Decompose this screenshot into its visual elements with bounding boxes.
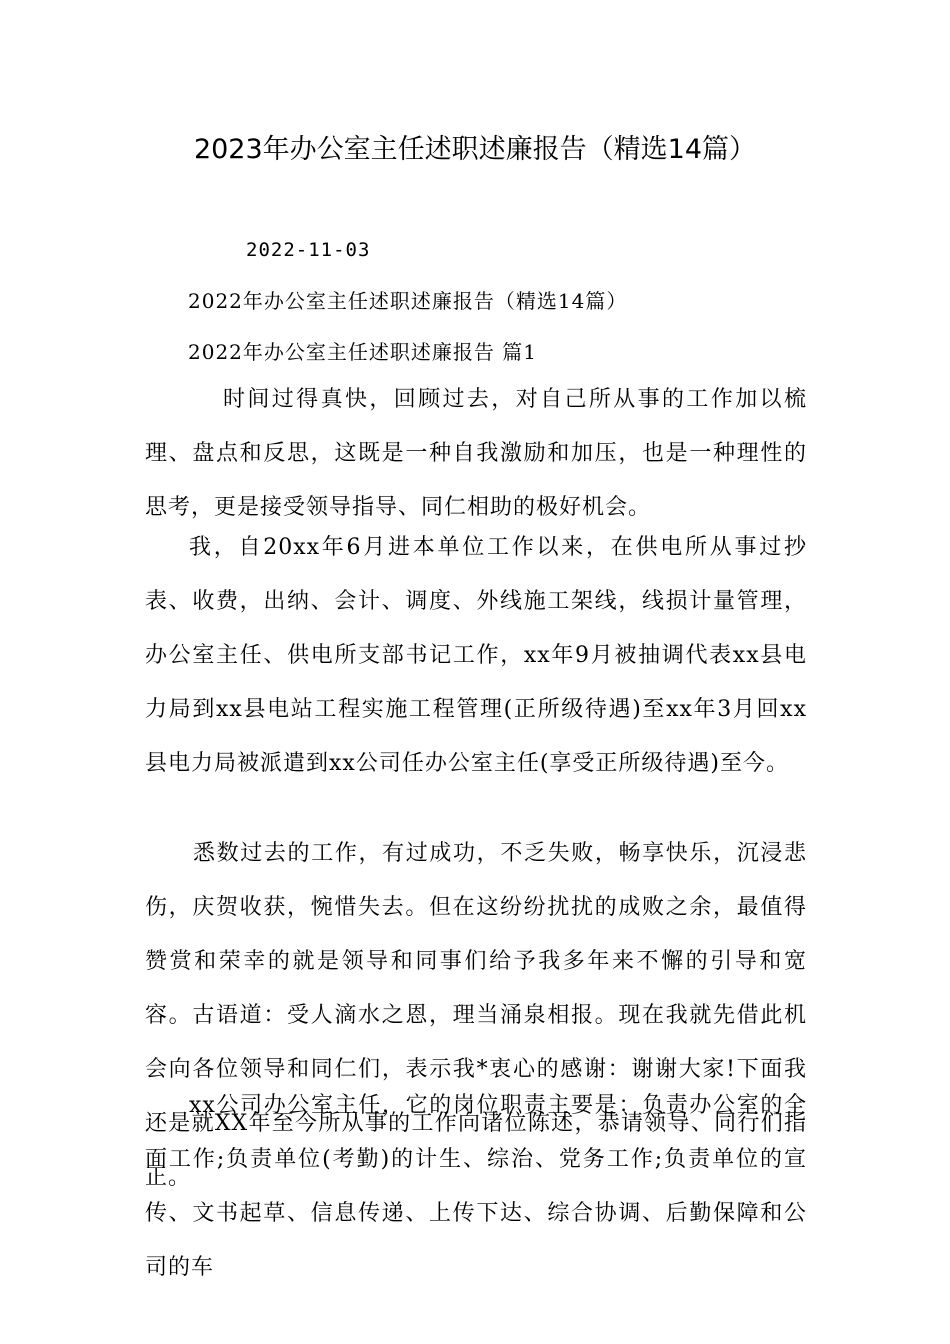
document-subtitle: 2022年办公室主任述职述廉报告（精选14篇）: [188, 289, 628, 313]
body-paragraph: 悉数过去的工作，有过成功，不乏失败，畅享快乐，沉浸悲伤，庆贺收获，惋惜失去。但在这纷纷扰扰的成败之余，最值得赞赏和荣幸的就是领导和同事们给予我多年来不懈的引导和宽容。古语道：受人滴水之恩，理当涌泉相报。现在我就先借此机会向各位领导和同仁们，表示我*衷心的感谢：谢谢大家!下面我还是就XX年至今所从事的工作向诸位陈述，恭请领导、同行们指正。: [145, 841, 807, 1190]
section-heading: 2022年办公室主任述职述廉报告 篇1: [188, 340, 537, 364]
document-title: 2023年办公室主任述职述廉报告（精选14篇）: [193, 134, 757, 165]
body-paragraph: xx公司办公室主任，它的岗位职责主要是：负责办公室的全面工作;负责单位(考勤)的计生、综治、党务工作;负责单位的宣传、文书起草、信息传递、上传下达、综合协调、后勤保障和公司的车: [145, 1093, 807, 1280]
document-date: 2022-11-03: [246, 239, 371, 261]
body-paragraph: 时间过得真快，回顾过去，对自己所从事的工作加以梳理、盘点和反思，这既是一种自我激励和加压，也是一种理性的思考，更是接受领导指导、同仁相助的极好机会。: [145, 387, 807, 520]
body-paragraph: 我，自20xx年6月进本单位工作以来，在供电所从事过抄表、收费，出纳、会计、调度、外线施工架线，线损计量管理，办公室主任、供电所支部书记工作，xx年9月被抽调代表xx县电力局到xx县电站工程实施工程管理(正所级待遇)至xx年3月回xx县电力局被派遣到xx公司任办公室主任(享受正所级待遇)至今。: [145, 535, 807, 776]
